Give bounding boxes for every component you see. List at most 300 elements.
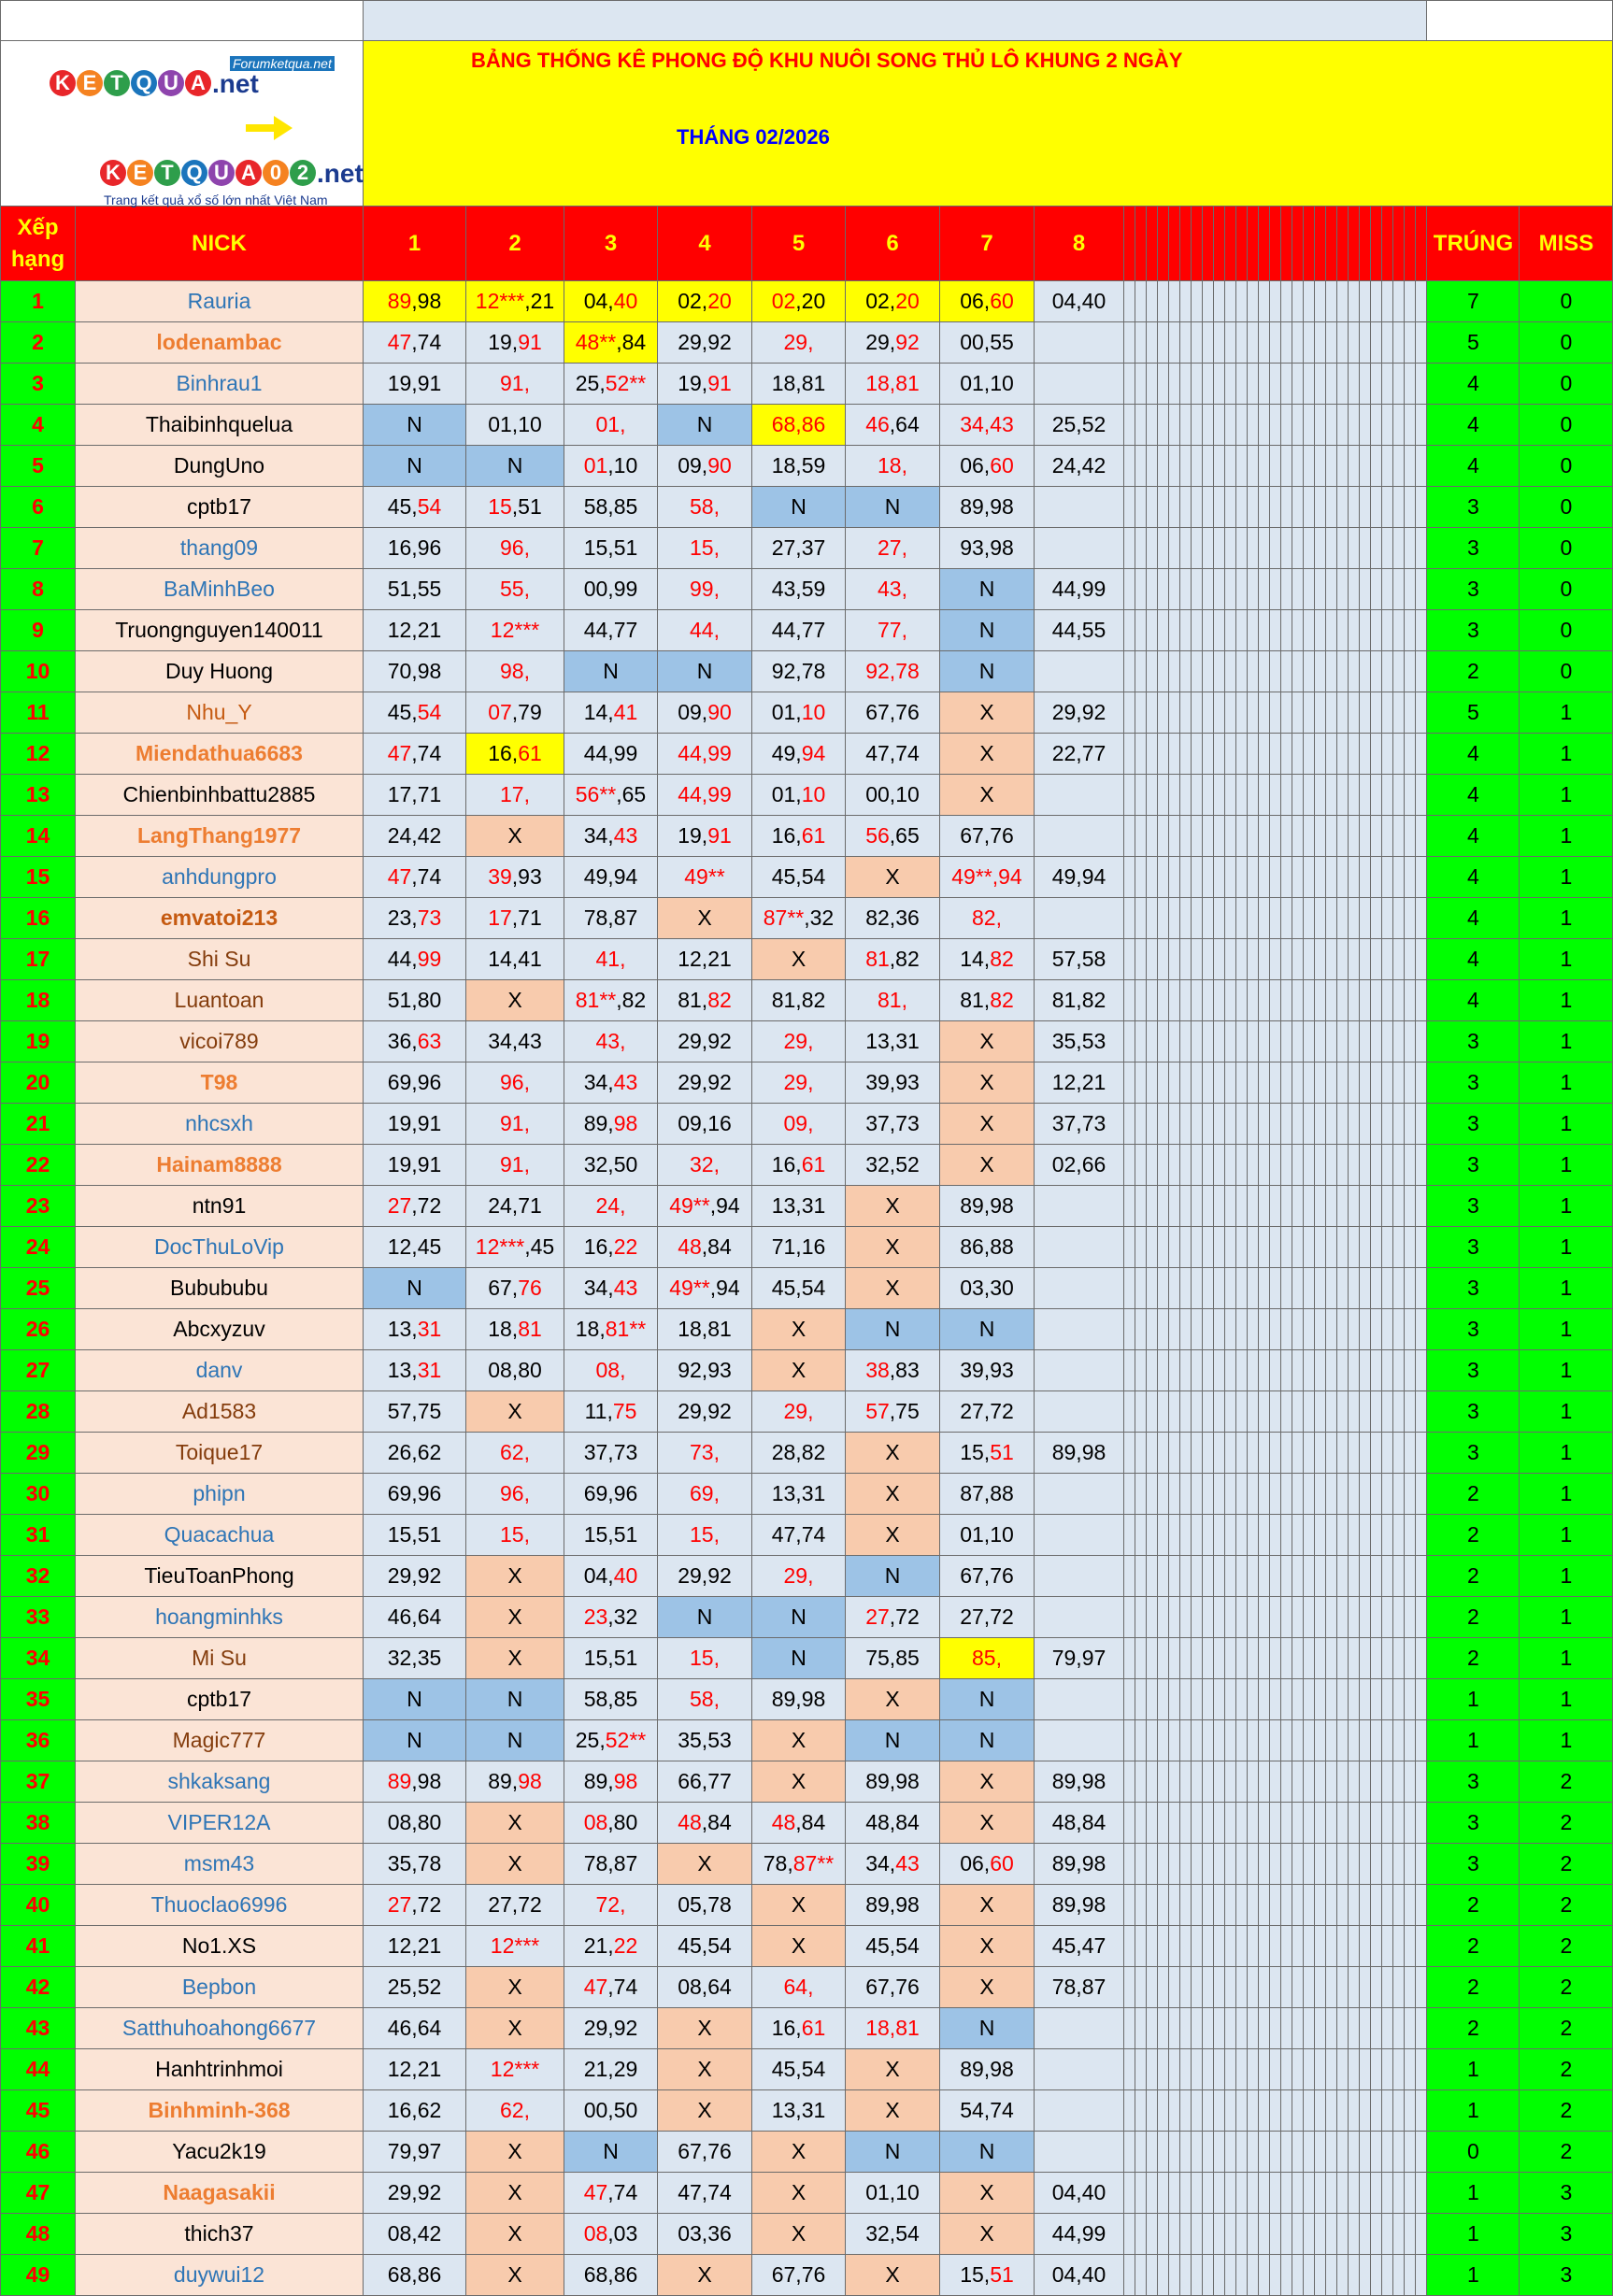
prediction-cell <box>752 2049 846 2090</box>
spare-cell <box>1281 980 1292 1021</box>
spare-cell <box>1416 364 1427 405</box>
rank-cell: 46 <box>1 2132 76 2173</box>
spare-cell <box>1248 569 1259 610</box>
prediction-cell <box>940 1186 1035 1227</box>
table-row <box>1 446 1613 487</box>
spare-cell <box>1192 1021 1203 1062</box>
spare-cell <box>1326 1021 1337 1062</box>
hit-count: 2 <box>1427 1597 1520 1638</box>
pair-part: X <box>791 1728 806 1752</box>
pair-part: 18, <box>575 1317 606 1341</box>
spare-cell <box>1270 1268 1281 1309</box>
spare-cell <box>1124 1720 1135 1761</box>
logo-letter: 2 <box>290 160 316 186</box>
pair-part: 15, <box>690 535 720 560</box>
spare-cell <box>1281 1309 1292 1350</box>
nick-cell[interactable]: Truongnguyen140011 <box>76 610 364 651</box>
spare-cell <box>1315 1967 1326 2008</box>
spare-cell <box>1360 1597 1371 1638</box>
hit-count: 5 <box>1427 692 1520 734</box>
nick-cell[interactable]: Bepbon <box>76 1967 364 2008</box>
spare-cell <box>1349 857 1360 898</box>
nick-cell[interactable]: Luantoan <box>76 980 364 1021</box>
nick-cell[interactable]: Binhrau1 <box>76 364 364 405</box>
spare-cell <box>1371 528 1382 569</box>
pair-part: 43, <box>595 1029 626 1053</box>
spare-cell <box>1393 1967 1405 2008</box>
prediction-cell <box>846 1679 940 1720</box>
spare-cell <box>1192 980 1203 1021</box>
hit-count: 2 <box>1427 1926 1520 1967</box>
spare-cell <box>1349 405 1360 446</box>
spare-cell <box>1326 692 1337 734</box>
spare-cell <box>1393 1679 1405 1720</box>
nick-cell[interactable]: msm43 <box>76 1844 364 1885</box>
spare-cell <box>1360 322 1371 364</box>
top-right-blank <box>1427 1 1613 41</box>
spare-header <box>1315 207 1326 281</box>
prediction-cell <box>752 692 846 734</box>
pair-part: 60 <box>990 289 1014 313</box>
spare-cell <box>1405 1433 1416 1474</box>
spare-cell <box>1382 1021 1393 1062</box>
spare-cell <box>1304 816 1315 857</box>
prediction-cell <box>364 1885 466 1926</box>
spare-cell <box>1304 1926 1315 1967</box>
pair-part: 81 <box>518 1317 542 1341</box>
forum-link[interactable]: Forumketqua.net <box>230 56 335 71</box>
spare-cell <box>1169 364 1180 405</box>
nick-cell[interactable]: Rauria <box>76 281 364 322</box>
spare-cell <box>1236 1350 1248 1391</box>
prediction-cell <box>658 405 752 446</box>
spare-cell <box>1147 651 1158 692</box>
spare-cell <box>1248 281 1259 322</box>
pair-part: 13,31 <box>771 1193 826 1218</box>
spare-cell <box>1337 1720 1349 1761</box>
spare-cell <box>1337 816 1349 857</box>
spare-cell <box>1292 1227 1304 1268</box>
pair-part: ,32 <box>607 1604 638 1629</box>
prediction-cell <box>752 1268 846 1309</box>
prediction-cell <box>466 1761 564 1803</box>
spare-cell <box>1124 1062 1135 1104</box>
spare-cell <box>1158 980 1169 1021</box>
spare-cell <box>1225 487 1236 528</box>
rank-cell: 48 <box>1 2214 76 2255</box>
prediction-cell <box>1035 1268 1124 1309</box>
spare-cell <box>1158 1761 1169 1803</box>
spare-cell <box>1203 2173 1214 2214</box>
spare-cell <box>1393 1597 1405 1638</box>
spare-cell <box>1169 322 1180 364</box>
spare-cell <box>1416 2173 1427 2214</box>
spare-cell <box>1169 1515 1180 1556</box>
spare-cell <box>1371 1597 1382 1638</box>
spare-cell <box>1225 1021 1236 1062</box>
spare-cell <box>1169 1145 1180 1186</box>
prediction-cell <box>846 1433 940 1474</box>
spare-cell <box>1349 980 1360 1021</box>
pair-part: 27,72 <box>960 1604 1014 1629</box>
spare-cell <box>1180 1926 1192 1967</box>
spare-cell <box>1248 651 1259 692</box>
prediction-cell <box>752 2090 846 2132</box>
pair-part: 03,36 <box>678 2221 732 2246</box>
spare-cell <box>1203 1761 1214 1803</box>
nick-cell[interactable]: Ad1583 <box>76 1391 364 1433</box>
nick-header: NICK <box>76 207 364 281</box>
spare-cell <box>1304 1227 1315 1268</box>
spare-cell <box>1158 1679 1169 1720</box>
table-row <box>1 1515 1613 1556</box>
nick-cell[interactable]: phipn <box>76 1474 364 1515</box>
spare-cell <box>1225 1926 1236 1967</box>
prediction-cell <box>564 1638 658 1679</box>
site-logo <box>1 41 364 206</box>
hit-count: 7 <box>1427 281 1520 322</box>
pair-part: X <box>885 2057 900 2081</box>
spare-cell <box>1304 1186 1315 1227</box>
prediction-cell <box>658 1844 752 1885</box>
spare-cell <box>1292 1268 1304 1309</box>
nick-cell[interactable]: Yacu2k19 <box>76 2132 364 2173</box>
spare-cell <box>1192 1391 1203 1433</box>
pair-part: 27,72 <box>488 1892 542 1917</box>
spare-cell <box>1214 2090 1225 2132</box>
spare-cell <box>1393 1515 1405 1556</box>
spare-cell <box>1192 1720 1203 1761</box>
spare-cell <box>1326 1885 1337 1926</box>
table-row <box>1 898 1613 939</box>
spare-cell <box>1382 1186 1393 1227</box>
prediction-cell <box>466 857 564 898</box>
prediction-cell <box>1035 1145 1124 1186</box>
spare-header <box>1135 207 1147 281</box>
prediction-cell <box>846 2008 940 2049</box>
spare-cell <box>1169 2008 1180 2049</box>
spare-cell <box>1147 1803 1158 1844</box>
spare-cell <box>1180 1515 1192 1556</box>
nick-cell[interactable]: anhdungpro <box>76 857 364 898</box>
nick-cell[interactable]: Binhminh-368 <box>76 2090 364 2132</box>
spare-cell <box>1326 1268 1337 1309</box>
nick-cell[interactable]: Thuoclao6996 <box>76 1885 364 1926</box>
pair-part: 82 <box>990 947 1014 971</box>
spare-cell <box>1158 734 1169 775</box>
spare-cell <box>1259 734 1270 775</box>
spare-cell <box>1349 651 1360 692</box>
nick-cell[interactable]: LangThang1977 <box>76 816 364 857</box>
spare-cell <box>1337 322 1349 364</box>
spare-cell <box>1214 1515 1225 1556</box>
prediction-cell <box>752 2173 846 2214</box>
prediction-cell <box>1035 939 1124 980</box>
prediction-cell <box>1035 857 1124 898</box>
prediction-cell <box>846 1515 940 1556</box>
pair-part: 89,98 <box>865 1769 920 1793</box>
rank-cell: 47 <box>1 2173 76 2214</box>
nick-cell[interactable]: vicoi789 <box>76 1021 364 1062</box>
spare-cell <box>1135 364 1147 405</box>
spare-cell <box>1158 1309 1169 1350</box>
spare-cell <box>1360 364 1371 405</box>
prediction-cell <box>364 1803 466 1844</box>
nick-cell[interactable]: No1.XS <box>76 1926 364 1967</box>
spare-cell <box>1225 1556 1236 1597</box>
spare-cell <box>1382 1433 1393 1474</box>
spare-cell <box>1360 2049 1371 2090</box>
pair-part: 89,98 <box>1051 1851 1106 1875</box>
spare-cell <box>1180 1350 1192 1391</box>
prediction-cell <box>364 816 466 857</box>
spare-cell <box>1270 1186 1281 1227</box>
spare-cell <box>1371 1844 1382 1885</box>
top-strip <box>364 1 1427 41</box>
pair-part: 98 <box>613 1111 638 1135</box>
spare-cell <box>1360 1104 1371 1145</box>
logo-suffix: .net <box>212 69 259 98</box>
spare-cell <box>1259 1062 1270 1104</box>
pair-part: 16, <box>771 1152 802 1177</box>
nick-cell[interactable]: VIPER12A <box>76 1803 364 1844</box>
spare-cell <box>1236 281 1248 322</box>
prediction-cell <box>658 1679 752 1720</box>
pair-part: N <box>407 1728 422 1752</box>
spare-cell <box>1147 2132 1158 2173</box>
spare-cell <box>1349 1350 1360 1391</box>
nick-cell[interactable]: lodenambac <box>76 322 364 364</box>
spare-cell <box>1405 1597 1416 1638</box>
pair-part: 92,78 <box>771 659 826 683</box>
nick-cell[interactable]: Satthuhoahong6677 <box>76 2008 364 2049</box>
pair-part: 32,35 <box>387 1646 442 1670</box>
spare-cell <box>1270 1515 1281 1556</box>
rank-cell: 25 <box>1 1268 76 1309</box>
nick-cell[interactable]: danv <box>76 1350 364 1391</box>
nick-cell[interactable]: Nhu_Y <box>76 692 364 734</box>
nick-cell[interactable]: Hainam8888 <box>76 1145 364 1186</box>
spare-cell <box>1259 1104 1270 1145</box>
pair-part: 15, <box>960 2262 991 2287</box>
spare-cell <box>1371 1761 1382 1803</box>
pair-part: 24, <box>595 1193 626 1218</box>
prediction-cell <box>846 775 940 816</box>
table-row <box>1 1967 1613 2008</box>
spare-cell <box>1292 2173 1304 2214</box>
prediction-cell <box>466 1926 564 1967</box>
spare-cell <box>1180 528 1192 569</box>
prediction-cell <box>364 1597 466 1638</box>
table-row <box>1 1104 1613 1145</box>
nick-cell[interactable]: nhcsxh <box>76 1104 364 1145</box>
nick-cell[interactable]: BaMinhBeo <box>76 569 364 610</box>
prediction-cell <box>940 1638 1035 1679</box>
spare-cell <box>1192 2008 1203 2049</box>
miss-count: 1 <box>1520 1679 1613 1720</box>
spare-cell <box>1382 1350 1393 1391</box>
prediction-cell <box>658 2214 752 2255</box>
spare-cell <box>1360 446 1371 487</box>
nick-cell[interactable]: Miendathua6683 <box>76 734 364 775</box>
prediction-cell <box>1035 692 1124 734</box>
nick-cell[interactable]: Mi Su <box>76 1638 364 1679</box>
prediction-cell <box>846 1474 940 1515</box>
spare-cell <box>1371 446 1382 487</box>
pair-part: N <box>696 659 713 683</box>
spare-cell <box>1304 1433 1315 1474</box>
table-row <box>1 2049 1613 2090</box>
pair-part: 49, <box>771 741 802 765</box>
spare-cell <box>1360 1186 1371 1227</box>
nick-cell[interactable]: Magic777 <box>76 1720 364 1761</box>
spare-cell <box>1326 487 1337 528</box>
nick-cell[interactable]: Abcxyzuv <box>76 1309 364 1350</box>
spare-cell <box>1270 1309 1281 1350</box>
nick-cell[interactable]: Chienbinhbattu2885 <box>76 775 364 816</box>
prediction-cell <box>1035 1433 1124 1474</box>
nick-cell[interactable]: Hanhtrinhmoi <box>76 2049 364 2090</box>
prediction-cell <box>940 857 1035 898</box>
spare-cell <box>1349 1556 1360 1597</box>
spare-cell <box>1416 651 1427 692</box>
spare-cell <box>1337 1350 1349 1391</box>
prediction-cell <box>752 1597 846 1638</box>
nick-cell[interactable]: thang09 <box>76 528 364 569</box>
pair-part: ,93 <box>511 864 542 889</box>
pair-part: 47,74 <box>678 2180 732 2204</box>
spare-cell <box>1270 2049 1281 2090</box>
spare-cell <box>1371 1474 1382 1515</box>
spare-cell <box>1371 1515 1382 1556</box>
spare-cell <box>1259 528 1270 569</box>
pair-part: 46,64 <box>387 1604 442 1629</box>
spare-cell <box>1259 1679 1270 1720</box>
nick-cell[interactable]: Toique17 <box>76 1433 364 1474</box>
pair-part: 18, <box>878 453 907 478</box>
spare-cell <box>1270 1104 1281 1145</box>
spare-cell <box>1360 898 1371 939</box>
table-row <box>1 1021 1613 1062</box>
spare-cell <box>1393 528 1405 569</box>
prediction-cell <box>364 281 466 322</box>
miss-count: 1 <box>1520 1227 1613 1268</box>
spare-cell <box>1192 1186 1203 1227</box>
prediction-cell <box>940 898 1035 939</box>
pair-part: 08 <box>583 2221 608 2246</box>
spare-cell <box>1416 1803 1427 1844</box>
nick-cell[interactable]: Shi Su <box>76 939 364 980</box>
hit-count: 3 <box>1427 1227 1520 1268</box>
table-row <box>1 2214 1613 2255</box>
spare-cell <box>1292 1885 1304 1926</box>
spare-cell <box>1416 610 1427 651</box>
pair-part: 25,52 <box>1051 412 1106 436</box>
prediction-cell <box>752 1309 846 1350</box>
spare-cell <box>1337 1638 1349 1679</box>
spare-cell <box>1349 1803 1360 1844</box>
miss-count: 2 <box>1520 1844 1613 1885</box>
spare-cell <box>1192 1844 1203 1885</box>
spare-cell <box>1203 322 1214 364</box>
pair-part: 36, <box>387 1029 418 1053</box>
prediction-cell <box>1035 1227 1124 1268</box>
prediction-cell <box>564 898 658 939</box>
nick-cell[interactable]: cptb17 <box>76 487 364 528</box>
spare-cell <box>1304 446 1315 487</box>
spare-cell <box>1371 1885 1382 1926</box>
spare-cell <box>1292 1597 1304 1638</box>
nick-cell[interactable]: Thaibinhquelua <box>76 405 364 446</box>
spare-cell <box>1203 405 1214 446</box>
spare-cell <box>1214 1679 1225 1720</box>
spare-cell <box>1337 281 1349 322</box>
nick-cell[interactable]: Duy Huong <box>76 651 364 692</box>
spare-cell <box>1393 651 1405 692</box>
spare-cell <box>1360 1268 1371 1309</box>
nick-cell[interactable]: T98 <box>76 1062 364 1104</box>
spare-cell <box>1169 1186 1180 1227</box>
nick-cell[interactable]: Quacachua <box>76 1515 364 1556</box>
nick-cell[interactable]: hoangminhks <box>76 1597 364 1638</box>
spare-cell <box>1337 2049 1349 2090</box>
miss-count: 2 <box>1520 1761 1613 1803</box>
spare-cell <box>1326 1433 1337 1474</box>
nick-cell[interactable]: emvatoi213 <box>76 898 364 939</box>
rank-cell: 36 <box>1 1720 76 1761</box>
prediction-cell <box>364 1350 466 1391</box>
pair-part: X <box>885 864 900 889</box>
pair-part: 78,87 <box>583 1851 638 1875</box>
nick-cell[interactable]: thich37 <box>76 2214 364 2255</box>
spare-cell <box>1214 364 1225 405</box>
spare-cell <box>1180 1391 1192 1433</box>
nick-cell[interactable]: ntn91 <box>76 1186 364 1227</box>
spare-cell <box>1371 2049 1382 2090</box>
top-strip-row <box>1 1 1613 41</box>
spare-cell <box>1292 939 1304 980</box>
nick-cell[interactable]: cptb17 <box>76 1679 364 1720</box>
spare-cell <box>1270 1350 1281 1391</box>
spare-cell <box>1304 775 1315 816</box>
spare-cell <box>1124 775 1135 816</box>
prediction-cell <box>846 939 940 980</box>
spare-cell <box>1180 1844 1192 1885</box>
nick-cell[interactable]: DungUno <box>76 446 364 487</box>
table-row <box>1 1474 1613 1515</box>
spare-cell <box>1382 816 1393 857</box>
nick-cell[interactable]: Bubububu <box>76 1268 364 1309</box>
spare-cell <box>1270 651 1281 692</box>
spare-cell <box>1192 528 1203 569</box>
nick-cell[interactable]: TieuToanPhong <box>76 1556 364 1597</box>
nick-cell[interactable]: Naagasakii <box>76 2173 364 2214</box>
spare-cell <box>1281 569 1292 610</box>
spare-cell <box>1315 364 1326 405</box>
spare-cell <box>1248 2132 1259 2173</box>
spare-cell <box>1147 1679 1158 1720</box>
nick-cell[interactable]: shkaksang <box>76 1761 364 1803</box>
pair-part: 04,40 <box>1051 2180 1106 2204</box>
prediction-cell <box>658 1145 752 1186</box>
nick-cell[interactable]: duywui12 <box>76 2255 364 2296</box>
rank-cell: 16 <box>1 898 76 939</box>
nick-cell[interactable]: DocThuLoVip <box>76 1227 364 1268</box>
rank-cell: 10 <box>1 651 76 692</box>
pair-part: 81 <box>865 947 890 971</box>
prediction-cell <box>1035 1885 1124 1926</box>
pair-part: 01,10 <box>488 412 542 436</box>
